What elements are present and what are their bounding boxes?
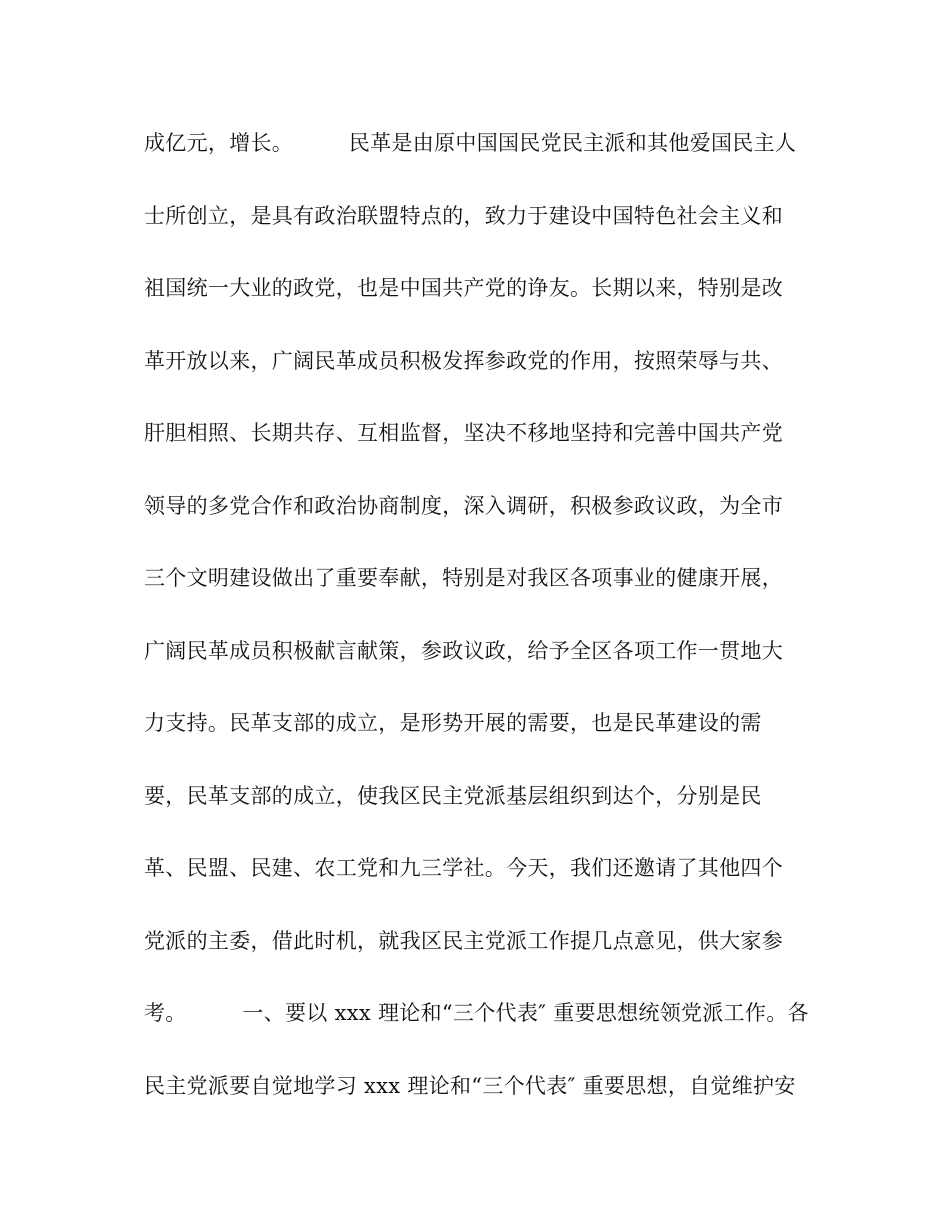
text-line: 力支持。民革支部的成立，是形势开展的需要，也是民革建设的需: [144, 711, 762, 735]
text-line: 祖国统一大业的政党，也是中国共产党的诤友。长期以来，特别是改: [144, 276, 783, 300]
text-line: 革、民盟、民建、农工党和九三学社。今天，我们还邀请了其他四个: [144, 856, 783, 880]
text-line: 党派的主委，借此时机，就我区民主党派工作提几点意见，供大家参: [144, 929, 783, 953]
text-line: 领导的多党合作和政治协商制度，深入调研，积极参政议政，为全市: [144, 494, 783, 518]
text-line: 三个文明建设做出了重要奉献，特别是对我区各项事业的健康开展，: [144, 566, 783, 590]
text-line: 肝胆相照、长期共存、互相监督，坚决不移地坚持和完善中国共产党: [144, 421, 783, 445]
text-line: 民主党派要自觉地学习 xxx 理论和“三个代表″ 重要思想，自觉维护安: [144, 1074, 796, 1098]
text-line: 士所创立，是具有政治联盟特点的，致力于建设中国特色社会主义和: [144, 204, 783, 228]
text-line: 广阔民革成员积极献言献策，参政议政，给予全区各项工作一贯地大: [144, 639, 783, 663]
text-line: 要，民革支部的成立，使我区民主党派基层组织到达个，分别是民: [144, 784, 762, 808]
text-line: 成亿元，增长。 民革是由原中国国民党民主派和其他爱国民主人: [144, 131, 797, 155]
text-line: 革开放以来，广阔民革成员积极发挥参政党的作用，按照荣辱与共、: [144, 349, 783, 373]
text-line: 考。 一、要以 xxx 理论和“三个代表″ 重要思想统领党派工作。各: [144, 1001, 809, 1025]
